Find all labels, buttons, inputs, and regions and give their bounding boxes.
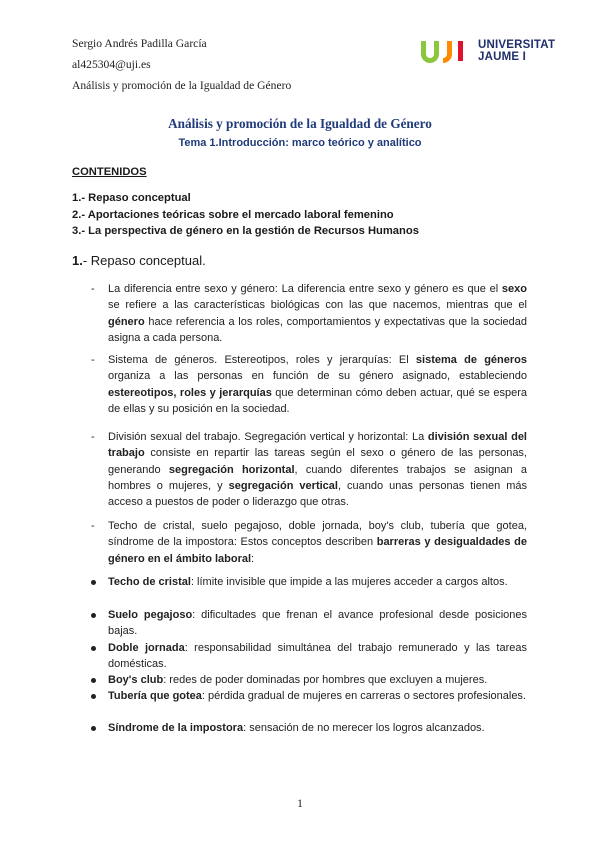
text-run: , cuando unas personas tienen más acceso a puestos de poder o liderazgo que otras.: [108, 479, 528, 509]
university-logo: [420, 36, 555, 66]
dash-marker: -: [91, 283, 95, 295]
bullet-item: [91, 720, 527, 736]
bullet-desc: : responsabilidad simultánea del trabajo remunerado y las tareas domésticas.: [108, 642, 528, 671]
bullet-term: Tubería que gotea: [108, 690, 202, 702]
dash-marker: -: [91, 431, 95, 443]
logo-line-1: UNIVERSITAT: [478, 39, 556, 51]
bullet-desc: : límite invisible que impide a las mujeres acceder a cargos altos.: [190, 576, 508, 588]
section-period: .: [202, 253, 206, 268]
dash-item-text: [108, 518, 527, 567]
bullet-item-text: [108, 640, 527, 673]
dash-item: [91, 352, 527, 417]
contents-item: 1.- Repaso conceptual: [72, 192, 191, 204]
text-run: , cuando diferentes trabajos se asignan a hombres o mujeres, y: [108, 463, 527, 492]
bullet-dot-icon: [91, 726, 96, 731]
page-number: 1: [297, 798, 303, 810]
dash-marker: -: [91, 354, 95, 366]
text-run: Techo de cristal, suelo pegajoso, doble jornada, boy's club, tubería que gotea, síndrome de la impostora: Estos conceptos describen: [108, 520, 527, 549]
dash-item: [91, 518, 527, 567]
emphasized-term: segregación vertical: [228, 479, 338, 492]
dash-item: [91, 281, 527, 346]
bullet-item: [91, 688, 527, 704]
bullet-dot-icon: [91, 678, 96, 683]
document-title: Análisis y promoción de la Igualdad de Género: [168, 116, 432, 131]
emphasized-term: barreras y desigualdades de género en el ámbito laboral: [108, 536, 527, 565]
emphasized-term: división sexual del trabajo: [108, 431, 527, 460]
course-name: Análisis y promoción de la Igualdad de Género: [72, 79, 292, 92]
text-run: Sistema de géneros. Estereotipos, roles y jerarquías: El: [108, 354, 416, 366]
bullet-item-text: [108, 688, 527, 704]
dash-item-text: [108, 429, 527, 510]
contents-item: 3.- La perspectiva de género en la gestión de Recursos Humanos: [72, 225, 419, 237]
emphasized-term: género: [108, 315, 145, 328]
dash-item-text: [108, 281, 527, 346]
bullet-item: [91, 574, 527, 590]
logo-line-2: JAUME I: [478, 51, 527, 63]
bullet-dot-icon: [91, 613, 96, 618]
bullet-item-text: [108, 574, 527, 590]
author-email: al425304@uji.es: [72, 58, 151, 71]
bullet-desc: : sensación de no merecer los logros alcanzados.: [243, 722, 485, 734]
contents-heading: CONTENIDOS: [72, 166, 147, 178]
bullet-item: [91, 672, 527, 688]
text-run: organiza a las personas en función de su género asignado, estableciendo: [108, 370, 527, 383]
text-run: :: [251, 552, 255, 565]
contents-list: [72, 190, 419, 240]
header-info: [72, 33, 291, 96]
text-run: hace referencia a los roles, comportamientos y expectativas que la sociedad asigna a cada persona.: [108, 315, 527, 344]
dash-marker: -: [91, 520, 95, 532]
bullet-term: Boy's club: [108, 674, 164, 686]
text-run: La diferencia entre sexo y género: La diferencia entre sexo y género es que el: [108, 283, 502, 295]
dash-item: [91, 429, 527, 510]
emphasized-term: estereotipos, roles y jerarquías: [108, 386, 272, 399]
text-run: consiste en repartir las tareas según el sexo o género de las personas, generando: [108, 447, 527, 476]
bullet-term: Doble jornada: [108, 642, 185, 654]
text-run: que determinan cómo deben actuar, qué se espera de ellas y su posición en la sociedad.: [108, 386, 527, 415]
dash-item-text: [108, 352, 527, 417]
text-run: se refiere a las características biológicas con las que nacemos, mientras que el: [108, 299, 527, 312]
emphasized-term: segregación horizontal: [168, 463, 295, 476]
bullet-desc: : pérdida gradual de mujeres en carreras o sectores profesionales.: [201, 690, 526, 702]
bullet-desc: : dificultades que frenan el avance profesional desde posiciones bajas.: [108, 609, 528, 638]
section-heading: [72, 253, 206, 268]
contents-item: 2.- Aportaciones teóricas sobre el mercado laboral femenino: [72, 208, 394, 221]
bullet-item-text: [108, 720, 527, 736]
bullet-term: Suelo pegajoso: [108, 609, 193, 621]
emphasized-term: sistema de géneros: [415, 354, 527, 366]
bullet-term: Síndrome de la impostora: [108, 722, 244, 734]
logo-wordmark: [478, 39, 555, 63]
bullet-item-text: [108, 607, 527, 640]
author-name: Sergio Andrés Padilla García: [72, 37, 207, 50]
emphasized-term: sexo: [501, 283, 527, 295]
uji-logo-icon: [420, 39, 472, 63]
bullet-dot-icon: [91, 580, 96, 585]
bullet-desc: : redes de poder dominadas por hombres que excluyen a mujeres.: [163, 674, 488, 686]
section-title: - Repaso conceptual: [82, 253, 203, 268]
bullet-term: Techo de cristal: [108, 576, 191, 588]
document-subtitle: Tema 1.Introducción: marco teórico y analítico: [178, 137, 422, 149]
bullet-item: [91, 640, 527, 673]
section-number: 1.: [72, 253, 83, 268]
bullet-item: [91, 607, 527, 640]
bullet-dot-icon: [91, 694, 96, 699]
bullet-dot-icon: [91, 646, 96, 651]
bullet-item-text: [108, 672, 527, 688]
text-run: División sexual del trabajo. Segregación vertical y horizontal: La: [108, 431, 428, 443]
